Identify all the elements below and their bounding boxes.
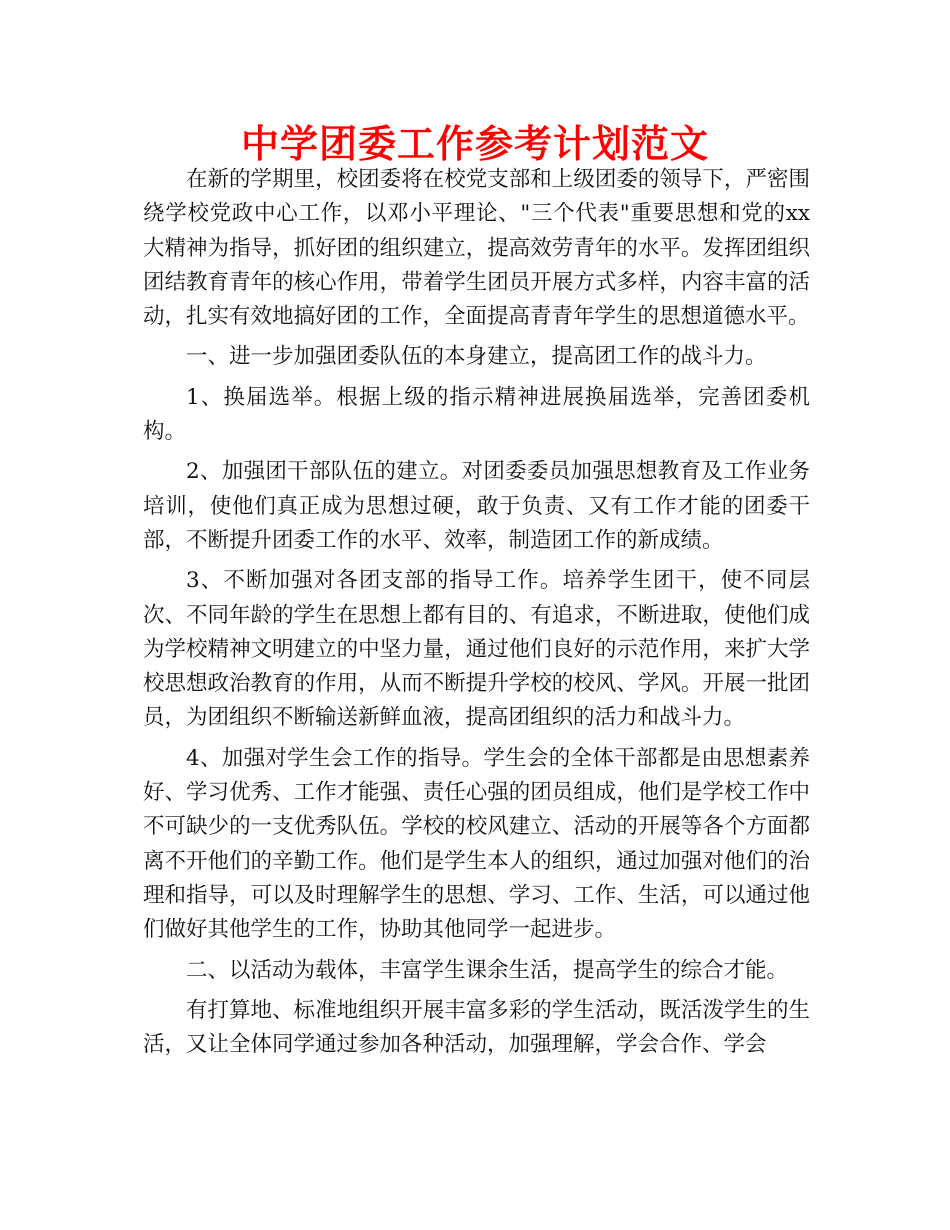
paragraph-section-2-body: 有打算地、标准地组织开展丰富多彩的学生活动，既活泼学生的生活，又让全体同学通过参加各种活动，加强理解，学会合作、学会 — [143, 997, 810, 1058]
paragraph-item-1: 1、换届选举。根据上级的指示精神进展换届选举，完善团委机构。 — [143, 384, 810, 445]
document-body — [143, 163, 810, 1068]
paragraph-item-4: 4、加强对学生会工作的指导。学生会的全体干部都是由思想素养好、学习优秀、工作才能强、责任心强的团员组成，他们是学校工作中不可缺少的一支优秀队伍。学校的校风建立、活动的开展等各个方面都离不开他们的辛勤工作。他们是学生本人的组织，通过加强对他们的治理和指导，可以及时理解学生的思想、学习、工作、生活，可以通过他们做好其他学生的工作，协助其他同学一起进步。 — [143, 745, 810, 943]
document-title: 中学团委工作参考计划范文 — [240, 122, 709, 166]
paragraph-intro: 在新的学期里，校团委将在校党支部和上级团委的领导下，严密围绕学校党政中心工作，以邓小平理论、"三个代表"重要思想和党的xx大精神为指导，抓好团的组织建立，提高效劳青年的水平。发挥团组织团结教育青年的核心作用，带着学生团员开展方式多样，内容丰富的活动，扎实有效地搞好团的工作，全面提高青青年学生的思想道德水平。 — [143, 167, 810, 330]
paragraph-item-2: 2、加强团干部队伍的建立。对团委委员加强思想教育及工作业务培训，使他们真正成为思想过硬，敢于负责、又有工作才能的团委干部，不断提升团委工作的水平、效率，制造团工作的新成绩。 — [143, 459, 810, 553]
paragraph-item-3: 3、不断加强对各团支部的指导工作。培养学生团干，使不同层次、不同年龄的学生在思想上都有目的、有追求，不断进取，使他们成为学校精神文明建立的中坚力量，通过他们良好的示范作用，来扩大学校思想政治教育的作用，从而不断提升学校的校风、学风。开展一批团员，为团组织不断输送新鲜血液，提高团组织的活力和战斗力。 — [143, 568, 810, 731]
paragraph-section-1-heading: 一、进一步加强团委队伍的本身建立，提高团工作的战斗力。 — [186, 344, 767, 370]
paragraph-section-2-heading: 二、以活动为载体，丰富学生课余生活，提高学生的综合才能。 — [186, 957, 789, 983]
